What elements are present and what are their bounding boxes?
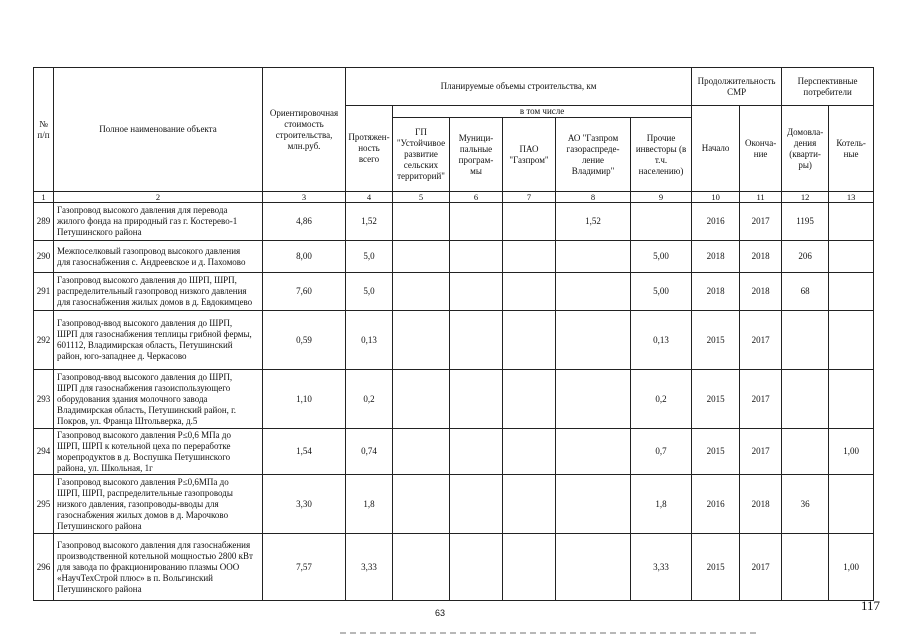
object-name: Газопровод-ввод высокого давления до ШРП, ШРП для газоснабжения теплицы грибной фермы, 601112, Владимирская область, Петушинский район, юго-западнее д. Черкасово xyxy=(54,311,263,370)
municipal-volume xyxy=(450,241,503,273)
gazprom-dist-volume xyxy=(556,241,631,273)
object-name: Газопровод высокого давления Р≤0,6 МПа до ШРП, ШРП к котельной цеха по переработке морепродуктов в д. Воспушка Петушинского района, ул. Школьная, 1г xyxy=(54,429,263,475)
row-number: 291 xyxy=(34,273,54,311)
municipal-volume xyxy=(450,429,503,475)
total-length: 1,8 xyxy=(346,475,393,534)
gazprom-dist-volume: 1,52 xyxy=(556,203,631,241)
gazprom-volume xyxy=(503,273,556,311)
gazprom-dist-volume xyxy=(556,534,631,601)
object-name: Газопровод высокого давления до ШРП, ШРП, распределительный газопровод низкого давления для газоснабжения жилых домов в д. Евдокимцево xyxy=(54,273,263,311)
start-year: 2018 xyxy=(692,273,740,311)
other-investors-volume: 3,33 xyxy=(631,534,692,601)
total-length: 5,0 xyxy=(346,273,393,311)
col-header-households: Домовла- дения (кварти- ры) xyxy=(782,106,829,192)
estimated-cost: 4,86 xyxy=(263,203,346,241)
table-row xyxy=(34,273,874,311)
col-header-boilers: Котель- ные xyxy=(829,106,874,192)
row-number: 294 xyxy=(34,429,54,475)
col-number: 4 xyxy=(346,192,393,203)
col-header-including: в том числе xyxy=(393,106,692,118)
gas-pipeline-table xyxy=(33,67,874,601)
start-year: 2016 xyxy=(692,475,740,534)
row-number: 292 xyxy=(34,311,54,370)
start-year: 2015 xyxy=(692,370,740,429)
estimated-cost: 8,00 xyxy=(263,241,346,273)
boilers-count xyxy=(829,273,874,311)
estimated-cost: 1,10 xyxy=(263,370,346,429)
gazprom-volume xyxy=(503,429,556,475)
col-number: 12 xyxy=(782,192,829,203)
col-header-consumers-group: Перспективные потребители xyxy=(782,68,874,106)
end-year: 2018 xyxy=(740,241,782,273)
municipal-volume xyxy=(450,273,503,311)
other-investors-volume: 1,8 xyxy=(631,475,692,534)
boilers-count: 1,00 xyxy=(829,429,874,475)
municipal-volume xyxy=(450,475,503,534)
col-number: 11 xyxy=(740,192,782,203)
gazprom-volume xyxy=(503,534,556,601)
total-length: 0,74 xyxy=(346,429,393,475)
col-header-gp: ГП "Устойчивое развитие сельских территорий" xyxy=(393,118,450,192)
start-year: 2016 xyxy=(692,203,740,241)
col-header-other: Прочие инвесторы (в т.ч. населению) xyxy=(631,118,692,192)
gazprom-dist-volume xyxy=(556,311,631,370)
gp-volume xyxy=(393,429,450,475)
estimated-cost: 7,57 xyxy=(263,534,346,601)
table-body xyxy=(34,203,874,601)
gazprom-dist-volume xyxy=(556,273,631,311)
gp-volume xyxy=(393,241,450,273)
col-header-start: Начало xyxy=(692,106,740,192)
object-name: Газопровод высокого давления для перевода жилого фонда на природный газ г. Костерево-1 Петушинского района xyxy=(54,203,263,241)
start-year: 2015 xyxy=(692,534,740,601)
gazprom-volume xyxy=(503,311,556,370)
other-investors-volume: 0,7 xyxy=(631,429,692,475)
other-investors-volume: 0,13 xyxy=(631,311,692,370)
municipal-volume xyxy=(450,370,503,429)
estimated-cost: 7,60 xyxy=(263,273,346,311)
gp-volume xyxy=(393,311,450,370)
other-investors-volume: 5,00 xyxy=(631,241,692,273)
estimated-cost: 0,59 xyxy=(263,311,346,370)
total-length: 3,33 xyxy=(346,534,393,601)
households-count: 36 xyxy=(782,475,829,534)
boilers-count xyxy=(829,203,874,241)
municipal-volume xyxy=(450,203,503,241)
col-number: 1 xyxy=(34,192,54,203)
municipal-volume xyxy=(450,534,503,601)
other-investors-volume xyxy=(631,203,692,241)
gazprom-volume xyxy=(503,475,556,534)
households-count: 1195 xyxy=(782,203,829,241)
boilers-count xyxy=(829,475,874,534)
end-year: 2018 xyxy=(740,273,782,311)
archive-stamp-number: 117 xyxy=(860,598,880,613)
scan-artifact-line xyxy=(340,632,760,634)
col-number: 6 xyxy=(450,192,503,203)
table-row xyxy=(34,534,874,601)
end-year: 2017 xyxy=(740,370,782,429)
col-number: 9 xyxy=(631,192,692,203)
object-name: Газопровод высокого давления для газоснабжения производственной котельной мощностью 2800 кВт для завода по фракционированию плазмы ООО «НаучТехСтрой плюс» в п. Вольгинский Петушинского района xyxy=(54,534,263,601)
col-number: 13 xyxy=(829,192,874,203)
table-row xyxy=(34,311,874,370)
start-year: 2018 xyxy=(692,241,740,273)
col-header-no: № п/п xyxy=(34,68,54,192)
estimated-cost: 3,30 xyxy=(263,475,346,534)
gazprom-dist-volume xyxy=(556,370,631,429)
gazprom-dist-volume xyxy=(556,475,631,534)
row-number: 290 xyxy=(34,241,54,273)
gp-volume xyxy=(393,273,450,311)
boilers-count xyxy=(829,241,874,273)
gp-volume xyxy=(393,475,450,534)
row-number: 295 xyxy=(34,475,54,534)
households-count xyxy=(782,534,829,601)
households-count: 206 xyxy=(782,241,829,273)
header-row-1 xyxy=(34,68,874,106)
households-count: 68 xyxy=(782,273,829,311)
boilers-count xyxy=(829,311,874,370)
object-name: Межпоселковый газопровод высокого давления для газоснабжения с. Андреевское и д. Пахомово xyxy=(54,241,263,273)
households-count xyxy=(782,311,829,370)
gp-volume xyxy=(393,370,450,429)
row-number: 296 xyxy=(34,534,54,601)
boilers-count: 1,00 xyxy=(829,534,874,601)
end-year: 2017 xyxy=(740,429,782,475)
other-investors-volume: 0,2 xyxy=(631,370,692,429)
total-length: 5,0 xyxy=(346,241,393,273)
start-year: 2015 xyxy=(692,429,740,475)
gazprom-volume xyxy=(503,203,556,241)
col-number: 2 xyxy=(54,192,263,203)
table-row xyxy=(34,429,874,475)
end-year: 2017 xyxy=(740,203,782,241)
table-row xyxy=(34,475,874,534)
row-number: 293 xyxy=(34,370,54,429)
object-name: Газопровод высокого давления Р≤0,6МПа до ШРП, ШРП, распределительные газопроводы низкого давления, газопроводы-вводы для газоснабжения жилых домов в д. Марочково Петушинского района xyxy=(54,475,263,534)
column-number-row xyxy=(34,192,874,203)
gazprom-dist-volume xyxy=(556,429,631,475)
col-header-planned-group: Планируемые объемы строительства, км xyxy=(346,68,692,106)
total-length: 1,52 xyxy=(346,203,393,241)
total-length: 0,13 xyxy=(346,311,393,370)
boilers-count xyxy=(829,370,874,429)
col-number: 8 xyxy=(556,192,631,203)
end-year: 2018 xyxy=(740,475,782,534)
end-year: 2017 xyxy=(740,311,782,370)
gp-volume xyxy=(393,534,450,601)
gazprom-volume xyxy=(503,241,556,273)
row-number: 289 xyxy=(34,203,54,241)
col-number: 10 xyxy=(692,192,740,203)
end-year: 2017 xyxy=(740,534,782,601)
col-number: 3 xyxy=(263,192,346,203)
col-header-name: Полное наименование объекта xyxy=(54,68,263,192)
col-number: 7 xyxy=(503,192,556,203)
gazprom-volume xyxy=(503,370,556,429)
start-year: 2015 xyxy=(692,311,740,370)
object-name: Газопровод-ввод высокого давления до ШРП, ШРП для газоснабжения газоиспользующего оборудования здания молочного завода Владимирская область, Петушинский район, г. Покров, ул. Франца Штольверка, д.5 xyxy=(54,370,263,429)
page-number: 63 xyxy=(434,608,445,618)
col-header-length: Протяжен- ность всего xyxy=(346,106,393,192)
table-row xyxy=(34,203,874,241)
col-header-municipal: Муници- пальные програм- мы xyxy=(450,118,503,192)
col-header-end: Оконча- ние xyxy=(740,106,782,192)
col-header-gazprom-dist: АО "Газпром газораспреде- ление Владимир" xyxy=(556,118,631,192)
col-number: 5 xyxy=(393,192,450,203)
col-header-duration-group: Продолжительность СМР xyxy=(692,68,782,106)
col-header-gazprom: ПАО "Газпром" xyxy=(503,118,556,192)
estimated-cost: 1,54 xyxy=(263,429,346,475)
households-count xyxy=(782,370,829,429)
table-row xyxy=(34,241,874,273)
other-investors-volume: 5,00 xyxy=(631,273,692,311)
gp-volume xyxy=(393,203,450,241)
col-header-cost: Ориентировочная стоимость строительства, млн.руб. xyxy=(263,68,346,192)
households-count xyxy=(782,429,829,475)
total-length: 0,2 xyxy=(346,370,393,429)
table-row xyxy=(34,370,874,429)
municipal-volume xyxy=(450,311,503,370)
